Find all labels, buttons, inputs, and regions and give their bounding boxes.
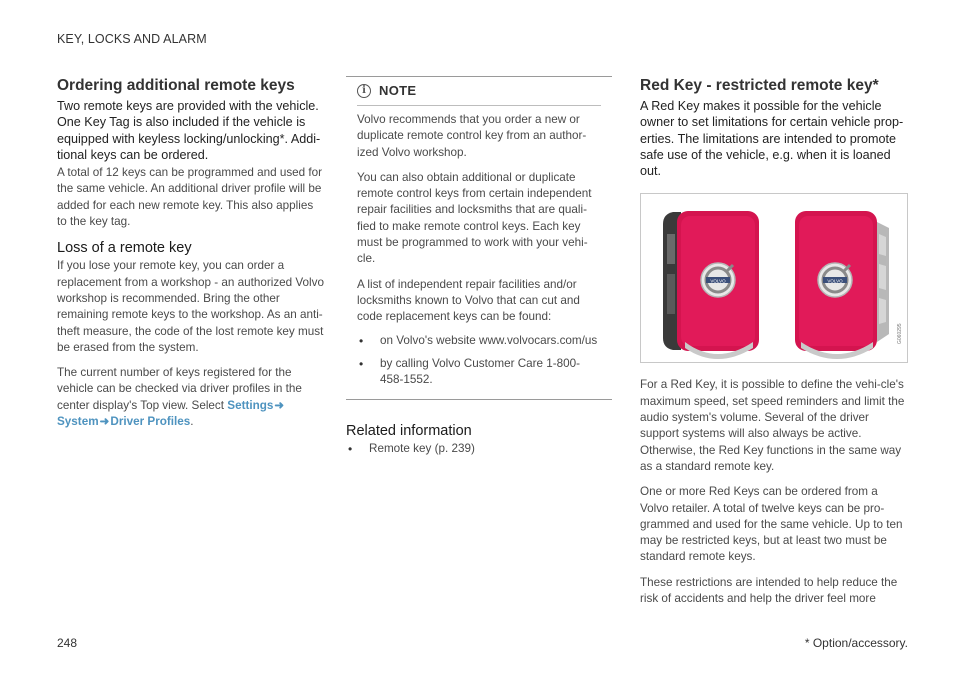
column-ordering-keys [57,76,325,430]
note-title: NOTE [379,83,417,98]
note-paragraph-2: You can also obtain additional or duplicate remote control keys from certain independent repair facilities and locksmiths that are quali-fied to make remote control keys. Each key must be programmed to work with your vehi-cle. [357,170,592,266]
related-list [346,441,612,457]
red-key-paragraph-1: For a Red Key, it is possible to define the vehi-cle's maximum speed, set speed reminders and limit the audio system's volume. Several of the driver support systems will also always be active. Otherwise, the Red Key functions in the same way as a standard remote key. [640,378,905,473]
note-header [357,83,601,98]
related-information [346,423,612,457]
paragraph-loss: If you lose your remote key, you can order a replacement from a workshop - an authorized Volvo workshop is recommended. Bring the other remaining remote keys to the workshop. As an anti-theft measure, the code of the lost remote key must be erased from the system. [57,259,325,354]
red-key-paragraph-2: One or more Red Keys can be ordered from a Volvo retailer. A total of twelve keys can be pro-grammed and used for the same vehicle. Up to ten may be restricted keys, but at least two must be standard remote keys. [640,485,903,564]
red-key-illustration [640,193,908,363]
logo-wordmark-left: VOLVO [710,278,726,284]
column-red-key [640,76,908,607]
list-item: • by calling Volvo Customer Care 1-800-458-1552. [357,356,601,389]
note-paragraph-1: Volvo recommends that you order a new or duplicate remote control key from an author-ized Volvo workshop. [357,113,587,159]
paragraph-key-count: A total of 12 keys can be programmed and used for the same vehicle. An additional driver profile will be added for each new remote key. This also applies to the key tag. [57,166,323,229]
footnote-option: * Option/accessory. [804,636,908,650]
subtitle-loss-of-key: Loss of a remote key [57,240,192,257]
red-key-lead: A Red Key makes it possible for the vehicle owner to set limitations for certain vehicle prop-erties. The limitations are intended to promote safe use of the vehicle, e.g. when it is loaned out. [640,99,904,179]
column-note [346,76,612,458]
note-paragraph-3: A list of independent repair facilities and/or locksmiths known to Volvo that can cut and code replacement keys can be found: [357,277,580,324]
running-header: KEY, LOCKS AND ALARM [57,32,207,46]
section-title-ordering-keys: Ordering additional remote keys [57,77,295,94]
note-divider [357,105,601,106]
logo-wordmark-right: VOLVO [827,278,843,284]
page-number: 248 [57,636,78,650]
paragraph-check-keys-text: The current number of keys registered for the vehicle can be checked via driver profiles in the center display's Top view. Select [57,366,302,412]
arrow-right-icon: ➜ [99,415,110,429]
info-icon: i [357,84,371,98]
red-keys-svg [641,194,908,363]
paragraph-end: . [190,415,194,429]
red-key-paragraph-3: These restrictions are intended to help reduce the risk of accidents and help the driver feel more [640,575,898,606]
lead-paragraph: Two remote keys are provided with the vehicle. One Key Tag is also included if the vehicle is equipped with keyless locking/unlocking*. Addi-tional keys can be ordered. [57,99,321,162]
menu-path-settings: Settings [227,398,274,412]
menu-path-system: System [57,415,99,429]
paragraph-check-keys [57,365,325,430]
related-information-title: Related information [346,423,472,440]
related-link-remote-key[interactable]: • Remote key (p. 239) [346,441,612,457]
red-key-left [663,211,759,359]
note-bullet-list [357,333,601,389]
list-item: • on Volvo's website www.volvocars.com/us [357,333,601,349]
menu-path-driver-profiles: Driver Profiles [110,415,191,429]
arrow-right-icon: ➜ [274,398,285,412]
note-box [346,76,612,400]
figure-code: G060295 [897,323,903,345]
section-title-red-key: Red Key - restricted remote key* [640,77,879,94]
red-key-right [795,211,889,359]
